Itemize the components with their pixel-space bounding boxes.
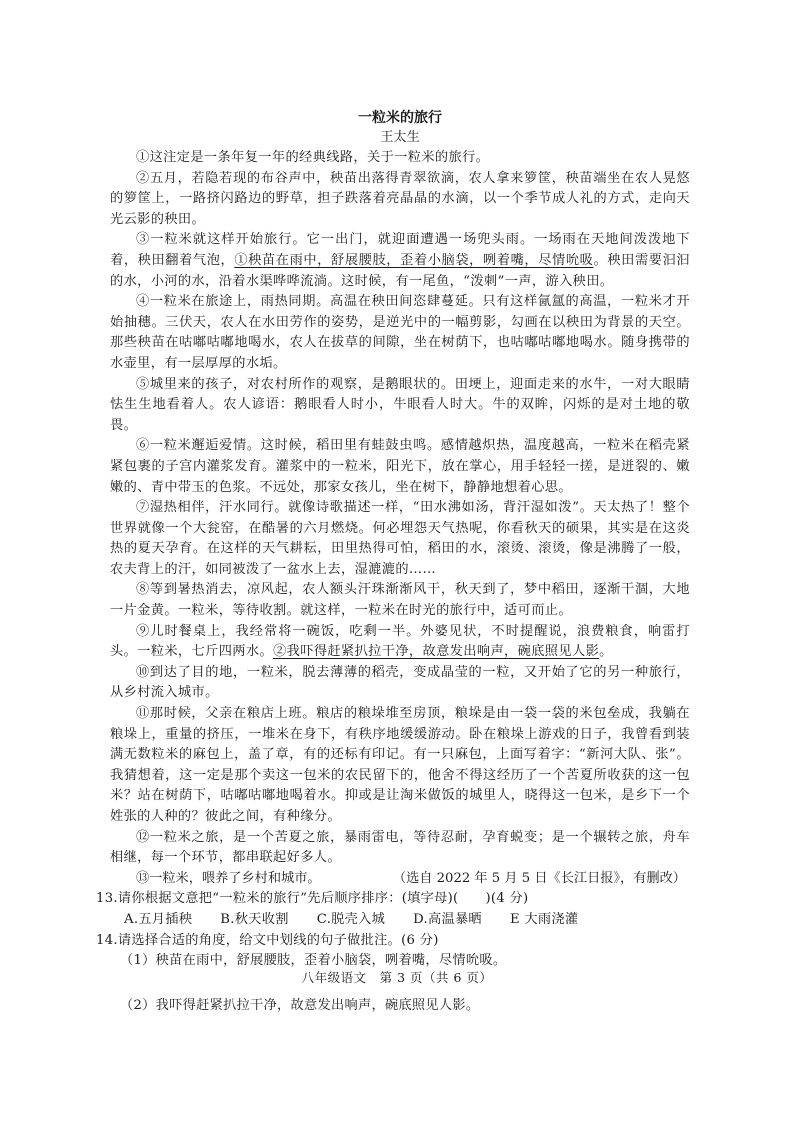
paragraph-5: ⑤城里来的孩子，对农村所作的观察，是鹅眼状的。田埂上，迎面走来的水牛，一对大眼睛怯生生地看着人。农人谚语：鹅眼看人时小，牛眼看人时大。牛的双眸，闪烁的是对土地的敬畏。 <box>110 376 690 433</box>
source-citation: （选自 2022 年 5 月 5 日《长江日报》，有删改） <box>392 870 686 886</box>
page-footer: 八年级语文 第 3 页（共 6 页） <box>301 970 493 985</box>
paragraph-3-tail: 。秧田需要汩汩的水，小河的水，沿着水渠哗哗流淌。这时候，有一尾鱼，“泼刺”一声，游入秧田。 <box>110 252 690 289</box>
option-d: D.高温暴晒 <box>413 911 482 927</box>
question-14-sub-1: （1）秧苗在雨中，舒展腰肢，歪着小脑袋，咧着嘴，尽情吮吸。 <box>120 953 507 969</box>
paragraph-7: ⑦湿热相伴，汗水同行。就像诗歌描述一样，“田水沸如汤，背汗湿如泼”。天太热了！整个世界就像一个大瓮窑，在酷暑的六月燃烧。何必埋怨天气热呢，你看秋天的硕果，其实是在这炎热的夏天孕育。在这样的天气耕耘，田里热得可怕，稻田的水，滚烫、滚烫，像是沸腾了一般，农夫背上的汗，如同被泼了一盆水上去，湿漉漉的…… <box>110 500 690 577</box>
option-c: C.脱壳入城 <box>316 911 386 927</box>
question-13 <box>96 889 690 910</box>
paragraph-12: ⑫一粒米之旅，是一个苦夏之旅，暴雨雷电，等待忍耐，孕育蜕变；是一个辗转之旅，舟车相继，每一个环节，都串联起好多人。 <box>110 829 690 866</box>
paragraph-11: ⑪那时候，父亲在粮店上班。粮店的粮垛堆至房顶，粮垛是由一袋一袋的米包垒成，我躺在粮垛上，重量的挤压，一堆米在身下，有秩序地缓缓游动。卧在粮垛上游戏的日子，我曾看到装满无数粒米的麻包上，盖了章，有的还标有印记。有一只麻包，上面写着字：“新河大队、张”。我猜想着，这一定是那个卖这一包米的农民留下的，他舍不得这经历了一个苦夏所收获的这一包米？站在树荫下，咕嘟咕嘟地喝着水。抑或是让淘米做饭的城里人，晓得这一包米，是乡下一个姓张的人种的？彼此之间，有种缘分。 <box>110 706 690 824</box>
paragraph-4: ④一粒米在旅途上，雨热同期。高温在秧田间恣肆蔓延。只有这样氤氲的高温，一粒米才开始抽穗。三伏天，农人在水田劳作的姿势，是逆光中的一幅剪影，勾画在以秧田为背景的天空。那些秧苗在咕嘟咕嘟地喝水，农人在拔草的间隙，坐在树荫下，也咕嘟咕嘟地喝水。随身携带的水壶里，有一层厚厚的水垢。 <box>110 294 690 371</box>
paragraph-2: ②五月，若隐若现的布谷声中，秧苗出落得青翠欲滴，农人拿来箩筐，秧苗端坐在农人晃悠的箩筐上，一路挤闪路边的野草，担子跌落着亮晶晶的水滴，以一个季节成人礼的方式，走向天光云影的秧田。 <box>110 170 690 227</box>
article-author: 王太生 <box>380 130 420 145</box>
question-13-text: 13.请你根据文意把“一粒米的旅行”先后顺序排序：(填字母)( )(4 分) <box>96 891 529 907</box>
paragraph-9 <box>110 622 690 663</box>
paragraph-1: ①这注定是一条年复一年的经典线路，关于一粒米的旅行。 <box>136 150 490 165</box>
article-title: 一粒米的旅行 <box>358 110 442 126</box>
paragraph-9-head: ⑨儿时餐桌上，我经常将一碗饭，吃剩一半。外婆见状，不时提醒说，浪费粮食，响雷打头。一粒米，七斤四两水。 <box>110 623 690 660</box>
paragraph-13-with-source <box>110 869 690 890</box>
underlined-sentence-2: ②我吓得赶紧扒拉干净，故意发出响声，碗底照见人影 <box>273 644 600 660</box>
question-13-options <box>124 910 690 931</box>
paragraph-8: ⑧等到暑热消去，凉风起，农人额头汗珠渐渐风干，秋天到了，梦中稻田，逐渐干涸，大地一片金黄。一粒米，等待收割。就这样，一粒米在时光的旅行中，适可而止。 <box>110 582 690 619</box>
option-a: A.五月插秧 <box>124 911 193 927</box>
option-e: E 大雨浇灌 <box>509 911 579 927</box>
underlined-sentence-1: ①秧苗在雨中，舒展腰肢，歪着小脑袋，咧着嘴，尽情吮吸 <box>234 252 594 268</box>
question-14-text: 14.请选择合适的角度，给文中划线的句子做批注。(6 分) <box>96 932 439 948</box>
option-b: B.秋天收割 <box>220 911 289 927</box>
paragraph-10: ⑩到达了目的地，一粒米，脱去薄薄的稻壳，变成晶莹的一粒，又开始了它的另一种旅行，从乡村流入城市。 <box>110 664 690 701</box>
paragraph-13: ⑬一粒米，喂养了乡村和城市。 <box>136 870 321 886</box>
paragraph-3-head: ③一粒米就这样开始旅行。它一出门，就迎面遭遇一场兜头雨。一场雨在天地间泼泼地下着，秧田翻着气泡， <box>110 232 690 268</box>
question-14 <box>96 931 690 952</box>
paragraph-9-tail: 。 <box>599 644 613 660</box>
page-body <box>96 108 690 1016</box>
question-14-sub-2: （2）我吓得赶紧扒拉干净，故意发出响声，碗底照见人影。 <box>120 997 480 1013</box>
paragraph-6: ⑥一粒米邂逅爱情。这时候，稻田里有蛙鼓虫鸣。感情越炽热，温度越高，一粒米在稻壳紧紧包裹的子宫内灌浆发育。灌浆中的一粒米，阳光下，放在掌心，用手轻轻一搓，是迸裂的、嫩嫩的、青中带玉的色浆。不远处，那家女孩儿，坐在树下，静静地想着心思。 <box>110 438 690 495</box>
paragraph-3 <box>110 230 690 292</box>
